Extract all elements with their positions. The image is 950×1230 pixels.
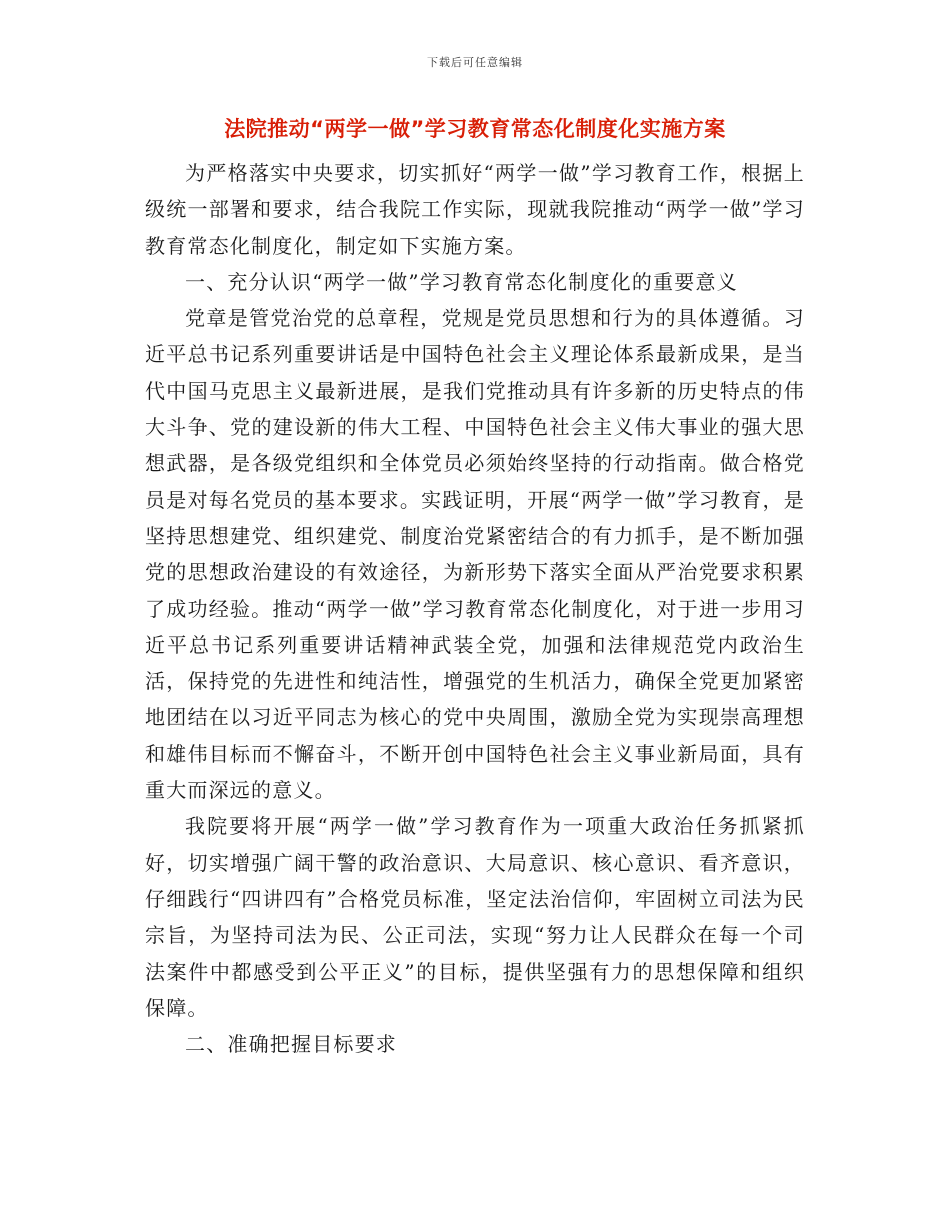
page-header-note: 下载后可任意编辑 [427,56,523,69]
section-heading-2: 二、准确把握目标要求 [185,1032,397,1057]
section-heading-1: 一、充分认识“两学一做”学习教育常态化制度化的重要意义 [185,269,738,294]
paragraph-court-task: 我院要将开展“两学一做”学习教育作为一项重大政治任务抓紧抓好，切实增强广阔干警的政治意识、大局意识、核心意识、看齐意识，仔细践行“四讲四有”合格党员标准，坚定法治信仰，牢固树立司法为民宗旨，为坚持司法为民、公正司法，实现“努力让人民群众在每一个司法案件中都感受到公平正义”的目标，提供坚强有力的思想保障和组织保障。 [145,814,805,1020]
document-body [145,155,805,1062]
document-title: 法院推动“两学一做”学习教育常态化制度化实施方案 [224,117,726,141]
paragraph-significance: 党章是管党治党的总章程，党规是党员思想和行为的具体遵循。习近平总书记系列重要讲话是中国特色社会主义理论体系最新成果，是当代中国马克思主义最新进展，是我们党推动具有许多新的历史特点的伟大斗争、党的建设新的伟大工程、中国特色社会主义伟大事业的强大思想武器，是各级党组织和全体党员必须始终坚持的行动指南。做合格党员是对每名党员的基本要求。实践证明，开展“两学一做”学习教育，是坚持思想建党、组织建党、制度治党紧密结合的有力抓手，是不断加强党的思想政治建设的有效途径，为新形势下落实全面从严治党要求积累了成功经验。推动“两学一做”学习教育常态化制度化，对于进一步用习近平总书记系列重要讲话精神武装全党，加强和法律规范党内政治生活，保持党的先进性和纯洁性，增强党的生机活力，确保全党更加紧密地团结在以习近平同志为核心的党中央周围，激励全党为实现崇高理想和雄伟目标而不懈奋斗，不断开创中国特色社会主义事业新局面，具有重大而深远的意义。 [145,306,805,803]
paragraph-intro: 为严格落实中央要求，切实抓好“两学一做”学习教育工作，根据上级统一部署和要求，结合我院工作实际，现就我院推动“两学一做”学习教育常态化制度化，制定如下实施方案。 [145,161,805,258]
